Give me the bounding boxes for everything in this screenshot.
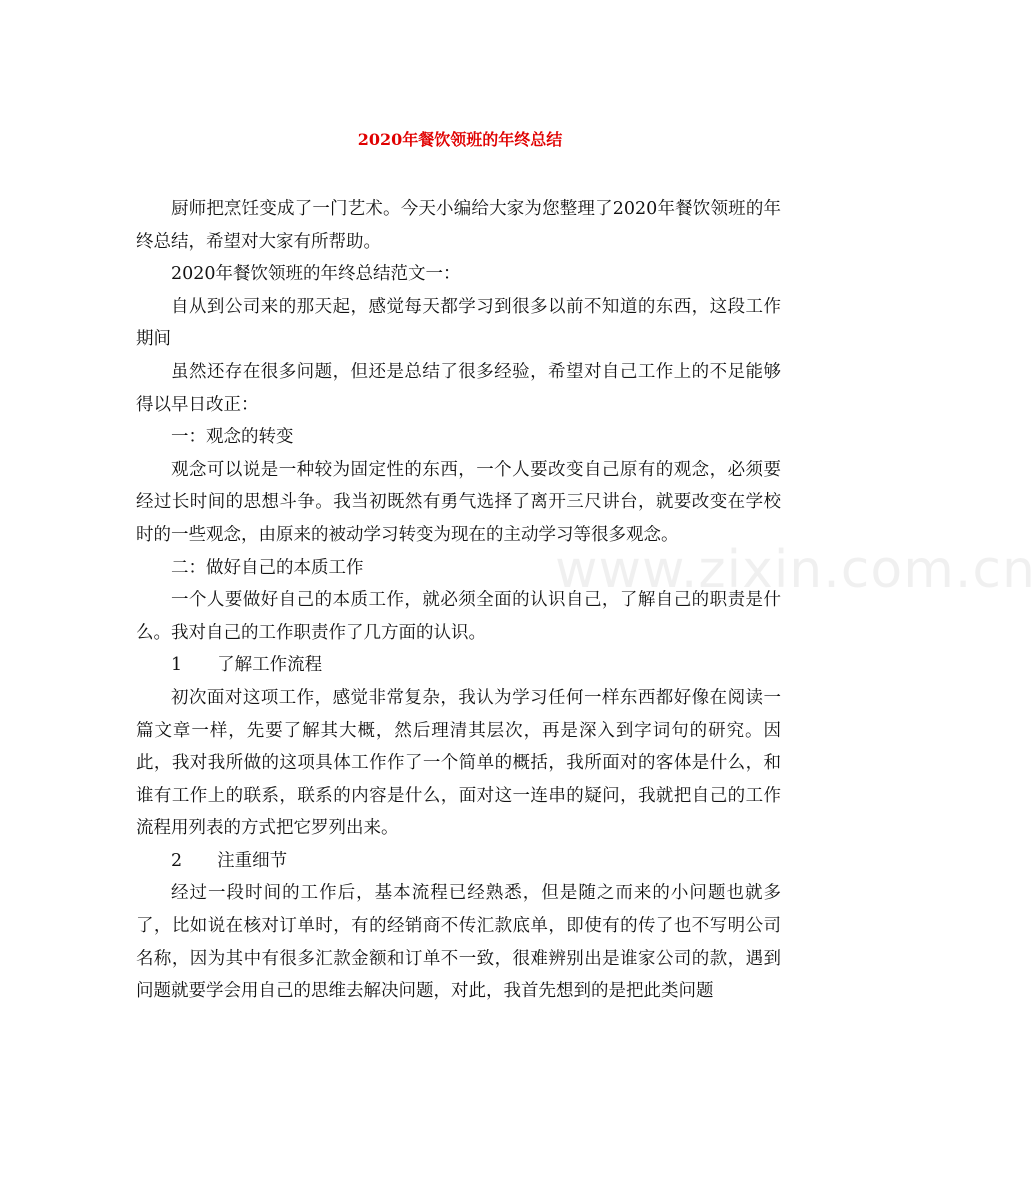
paragraph-sample-heading: 2020年餐饮领班的年终总结范文一： (171, 264, 461, 285)
section-heading-1: 一：观念的转变 (171, 427, 294, 448)
document-title: 2020年餐饮领班的年终总结 (357, 130, 563, 149)
paragraph-details: 经过一段时间的工作后，基本流程已经熟悉，但是随之而来的小问题也就多了，比如说在核对订单时，有的经销商不传汇款底单，即使有的传了也不写明公司名称，因为其中有很多汇款金额和订单不一致，很难辨别出是谁家公司的款，遇到问题就要学会用自己的思维去解决问题，对此，我首先想到的是把此类问题 (136, 883, 781, 1002)
subheading-details: 2 注重细节 (171, 850, 288, 871)
watermark: www.zixin.com.cn (555, 540, 1036, 600)
subheading-workflow: 1 了解工作流程 (171, 655, 323, 676)
paragraph-workflow: 初次面对这项工作，感觉非常复杂，我认为学习任何一样东西都好像在阅读一篇文章一样，先要了解其大概，然后理清其层次，再是深入到字词句的研究。因此，我对我所做的这项具体工作作了一个简单的概括，我所面对的客体是什么，和谁有工作上的联系，联系的内容是什么，面对这一连串的疑问，我就把自己的工作流程用列表的方式把它罗列出来。 (136, 687, 781, 839)
paragraph-problems: 虽然还存在很多问题，但还是总结了很多经验，希望对自己工作上的不足能够得以早日改正： (136, 361, 781, 415)
section-heading-2: 二：做好自己的本质工作 (171, 557, 364, 578)
paragraph-duties: 一个人要做好自己的本质工作，就必须全面的认识自己，了解自己的职责是什么。我对自己的工作职责作了几方面的认识。 (136, 590, 781, 643)
paragraph-mindset: 观念可以说是一种较为固定性的东西，一个人要改变自己原有的观念，必须要经过长时间的思想斗争。我当初既然有勇气选择了离开三尺讲台，就要改变在学校时的一些观念，由原来的被动学习转变为现在的主动学习等很多观念。 (136, 459, 781, 545)
paragraph-since-joining: 自从到公司来的那天起，感觉每天都学习到很多以前不知道的东西，这段工作期间 (136, 296, 781, 350)
document-body (136, 193, 781, 1008)
paragraph-intro: 厨师把烹饪变成了一门艺术。今天小编给大家为您整理了2020年餐饮领班的年终总结，希望对大家有所帮助。 (136, 199, 781, 252)
